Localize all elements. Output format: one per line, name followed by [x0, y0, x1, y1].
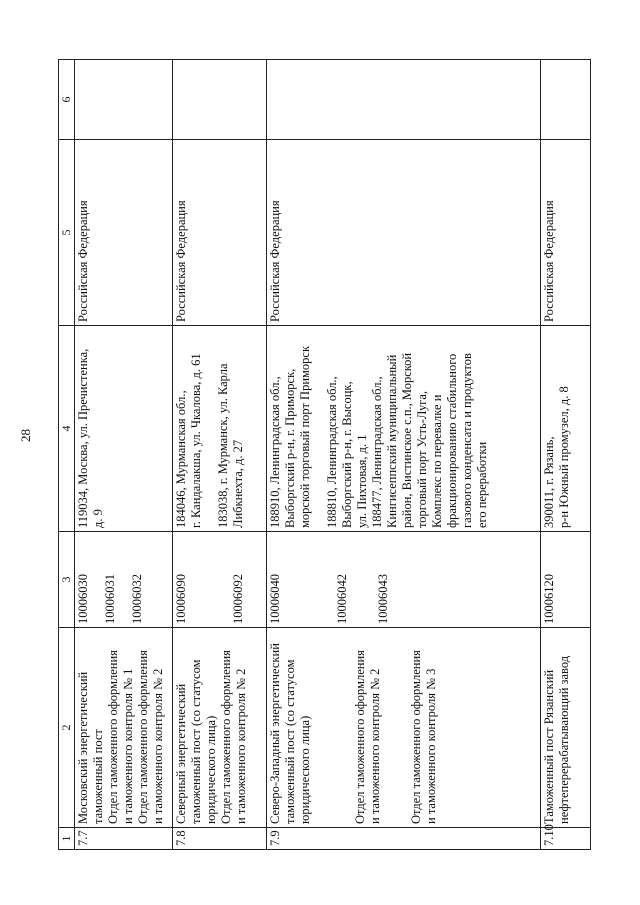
header-col-5: 5: [59, 140, 75, 326]
country-cell: Российская Федерация: [540, 140, 590, 326]
address-cell: [540, 326, 590, 532]
post-name-line: Таможенный пост Рязанский: [541, 669, 556, 824]
address-line: 188910, Ленинградская обл.,: [268, 376, 283, 528]
table-row: [540, 60, 590, 850]
country-cell: Российская Федерация: [267, 140, 541, 326]
address-line: 183038, г. Мурманск, ул. Карла: [215, 363, 230, 528]
header-row: [59, 60, 75, 850]
post-code: 10006090: [173, 574, 188, 624]
code-cell: [172, 532, 267, 628]
address-line: Комплекс по перевалке и: [430, 394, 445, 528]
post-name-line: Отдел таможенного оформления: [136, 650, 151, 824]
post-name-line: Отдел таможенного оформления: [106, 650, 121, 824]
post-name-line: и таможенного контроля № 2: [233, 668, 248, 824]
address-line: 188477, Ленинградская обл.,: [370, 376, 385, 528]
customs-posts-table: [58, 59, 591, 850]
col6-cell: [540, 60, 590, 140]
post-name-line: таможенный пост: [91, 729, 106, 824]
code-cell: [267, 532, 541, 628]
post-code: 10006040: [268, 574, 283, 624]
address-line: Выборгский р-н, г. Приморск,: [283, 368, 298, 528]
country-cell: Российская Федерация: [75, 140, 173, 326]
row-number: 7.10: [540, 828, 590, 850]
address-line: торговый порт Усть-Луга,: [415, 390, 430, 528]
address-cell: [172, 326, 267, 532]
header-col-4: 4: [59, 326, 75, 532]
post-name-line: Отдел таможенного оформления: [353, 650, 368, 824]
post-name-line: юридического лица): [203, 715, 218, 824]
address-line: газового конденсата и продуктов: [460, 353, 475, 528]
table-row: [75, 60, 173, 850]
post-code: 10006092: [230, 574, 245, 624]
page-number: 28: [18, 429, 33, 442]
address-cell: [267, 326, 541, 532]
address-line: Кингисеппский муниципальный: [385, 354, 400, 528]
col6-cell: [75, 60, 173, 140]
post-name-line: нефтеперерабатывающий завод: [556, 655, 571, 824]
post-name-cell: [75, 628, 173, 828]
col6-cell: [172, 60, 267, 140]
post-name-line: и таможенного контроля № 2: [151, 668, 166, 824]
post-name-cell: [267, 628, 541, 828]
address-cell: [75, 326, 173, 532]
row-number: 7.8: [172, 828, 267, 850]
post-name-line: Отдел таможенного оформления: [409, 650, 424, 824]
address-line: д. 9: [91, 509, 106, 528]
address-line: Либкнехта, д. 27: [230, 439, 245, 528]
header-col-1: 1: [59, 828, 75, 850]
post-code: 10006042: [335, 574, 350, 624]
post-name-line: и таможенного контроля № 1: [121, 668, 136, 824]
row-number: 7.9: [267, 828, 541, 850]
rotated-table-container: [58, 60, 591, 850]
address-line: ул. Пихтовая, д. 1: [355, 434, 370, 528]
header-col-3: 3: [59, 532, 75, 628]
post-code: 10006031: [103, 574, 118, 624]
post-name-line: Московский энергетический: [76, 671, 91, 824]
post-name-line: Северо-Западный энергетический: [268, 643, 283, 824]
table-row: [172, 60, 267, 850]
code-cell: [540, 532, 590, 628]
post-code: 10006120: [541, 574, 556, 624]
post-name-line: и таможенного контроля № 2: [368, 668, 383, 824]
country-cell: Российская Федерация: [172, 140, 267, 326]
post-code: 10006030: [76, 574, 91, 624]
table-row: [267, 60, 541, 850]
address-line: морской торговый порт Приморск: [298, 345, 313, 528]
address-line: район, Вистинское с.п., Морской: [400, 352, 415, 528]
post-code: 10006043: [376, 574, 391, 624]
header-col-6: 6: [59, 60, 75, 140]
address-line: фракционированию стабильного: [445, 353, 460, 528]
post-name-line: таможенный пост (со статусом: [283, 659, 298, 824]
post-name-line: Северный энергетический: [173, 683, 188, 824]
address-line: г. Кандалакша, ул. Чкалова, д. 61: [188, 353, 203, 528]
address-line: Выборгский р-н, г. Высоцк,: [340, 381, 355, 528]
post-name-line: и таможенного контроля № 3: [424, 668, 439, 824]
row-number: 7.7: [75, 828, 173, 850]
address-line: его переработки: [475, 441, 490, 528]
post-code: 10006032: [130, 574, 145, 624]
post-name-line: Отдел таможенного оформления: [218, 650, 233, 824]
post-name-cell: [172, 628, 267, 828]
address-line: 119034, Москва, ул. Пречистенка,: [76, 348, 91, 528]
address-line: 184046, Мурманская обл.,: [173, 390, 188, 528]
address-line: 390011, г. Рязань,: [541, 436, 556, 528]
code-cell: [75, 532, 173, 628]
post-name-cell: [540, 628, 590, 828]
header-col-2: 2: [59, 628, 75, 828]
col6-cell: [267, 60, 541, 140]
address-line: 188810, Ленинградская обл.,: [325, 376, 340, 528]
address-line: р-н Южный промузел, д. 8: [556, 386, 571, 528]
post-name-line: юридического лица): [298, 715, 313, 824]
post-name-line: таможенный пост (со статусом: [188, 659, 203, 824]
